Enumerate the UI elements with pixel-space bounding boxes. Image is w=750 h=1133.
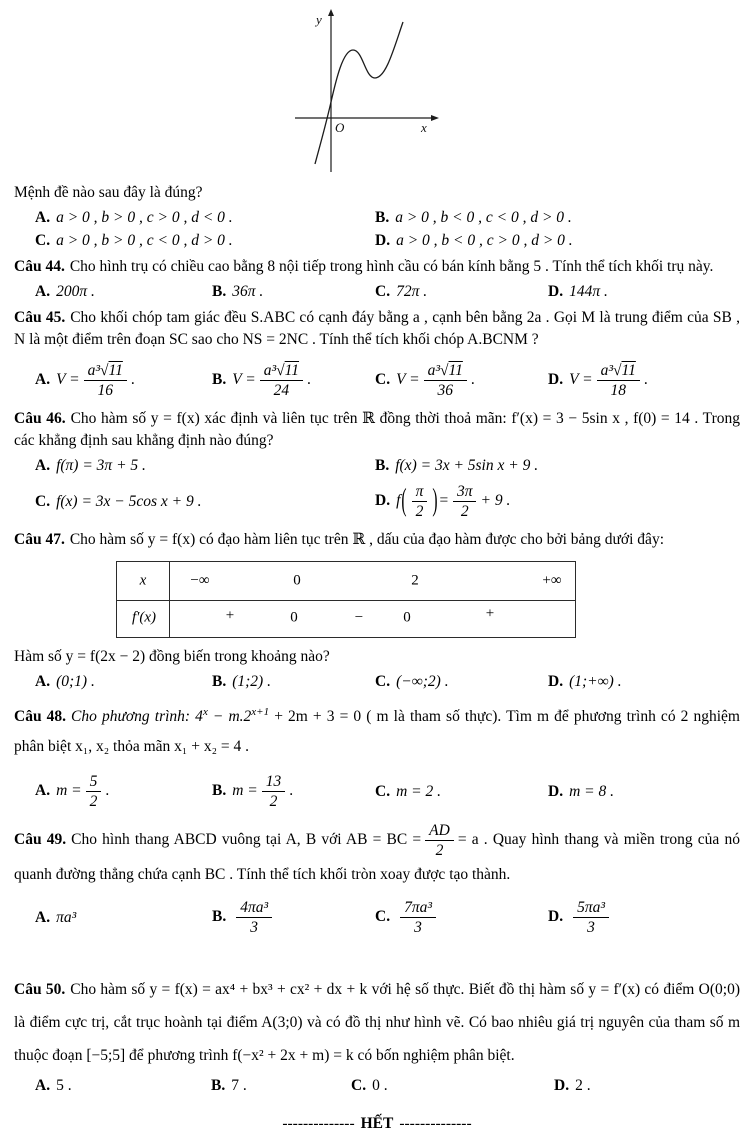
fraction-numerator: π bbox=[412, 482, 428, 502]
question-44-stem bbox=[14, 256, 740, 278]
option-a bbox=[35, 457, 375, 475]
option-text: 5 . bbox=[56, 1077, 72, 1095]
option-text: a > 0 , b > 0 , c < 0 , d > 0 . bbox=[56, 232, 233, 249]
option-post: . bbox=[643, 371, 648, 389]
question-44 bbox=[14, 256, 740, 301]
question-46-options-row-2 bbox=[14, 480, 740, 523]
option-letter: B. bbox=[212, 673, 227, 690]
fraction-denominator: 36 bbox=[437, 382, 453, 399]
option-post: . bbox=[130, 371, 135, 389]
option-text: πa³ bbox=[56, 908, 77, 926]
option-letter: C. bbox=[375, 782, 391, 800]
question-47-prompt: Hàm số y = f(2x − 2) đồng biến trong khoảng nào? bbox=[14, 648, 330, 665]
fraction-numerator: 7πa³ bbox=[400, 898, 436, 918]
table-cell: 2 bbox=[411, 572, 419, 589]
question-50-stem bbox=[14, 973, 740, 1072]
fraction-numerator: 13 bbox=[262, 772, 286, 792]
question-47-options bbox=[14, 673, 740, 691]
option-d bbox=[548, 283, 740, 301]
fraction bbox=[260, 361, 303, 400]
question-49 bbox=[14, 819, 740, 939]
option-text: 7 . bbox=[231, 1077, 247, 1095]
option-letter: A. bbox=[35, 457, 51, 474]
option-letter: D. bbox=[548, 283, 564, 300]
question-48-options bbox=[14, 770, 740, 813]
option-b bbox=[211, 1077, 351, 1095]
fraction-radicand: 11 bbox=[448, 362, 463, 379]
option-b bbox=[212, 770, 375, 813]
question-50 bbox=[14, 973, 740, 1095]
footer-label: HẾT bbox=[360, 1115, 394, 1133]
footer-dashes-left: -------------- bbox=[282, 1115, 355, 1133]
origin-label: O bbox=[335, 120, 345, 135]
option-a bbox=[35, 673, 212, 691]
fraction-denominator: 3 bbox=[414, 919, 422, 937]
question-44-options bbox=[14, 283, 740, 301]
table-cell: − bbox=[354, 609, 364, 626]
x-axis-arrow-icon bbox=[431, 115, 439, 121]
end-of-exam-footer bbox=[14, 1115, 740, 1133]
fraction-denominator: 18 bbox=[610, 382, 626, 399]
table-cell: +∞ bbox=[542, 572, 562, 589]
question-text-part: + 2m + 3 = 0 ( m là tham số thực). Tìm m để phương trình có 2 nghiệm phân biệt x₁, x₂ thỏa mãn x₁ + x₂ = 4 . bbox=[14, 708, 740, 756]
option-d bbox=[548, 783, 740, 801]
option-letter: D. bbox=[548, 371, 564, 389]
option-c bbox=[375, 359, 548, 402]
option-letter: B. bbox=[211, 1077, 226, 1095]
fraction-radicand: 11 bbox=[108, 362, 123, 379]
question-text: Cho hàm số y = f(x) xác định và liên tục trên ℝ đồng thời thoả mãn: f′(x) = 3 − 5sin x , f(0) = 14 . Trong các khẳng định sau khẳng định nào đúng? bbox=[14, 410, 740, 449]
option-d bbox=[375, 232, 740, 250]
option-pre: V = bbox=[396, 371, 420, 389]
question-47 bbox=[14, 529, 740, 691]
fraction-numerator: 4πa³ bbox=[236, 898, 272, 918]
option-a bbox=[35, 283, 212, 301]
option-c bbox=[35, 232, 375, 250]
option-letter: B. bbox=[375, 457, 390, 474]
option-c bbox=[35, 493, 375, 511]
y-axis-arrow-icon bbox=[328, 9, 334, 16]
option-letter: C. bbox=[375, 908, 391, 926]
question-text-part: Cho hình thang ABCD vuông tại A, B với AB = BC = bbox=[71, 831, 422, 849]
question-text: Cho hình trụ có chiều cao bằng 8 nội tiếp trong hình cầu có bán kính bằng 5 . Tính thể tích khối trụ này. bbox=[69, 258, 714, 275]
fraction-denominator: 3 bbox=[587, 919, 595, 937]
question-number: Câu 47. bbox=[14, 531, 65, 548]
question-46 bbox=[14, 408, 740, 523]
fraction bbox=[86, 772, 102, 811]
question-43-options-row-1 bbox=[14, 209, 740, 227]
fraction bbox=[597, 361, 640, 400]
option-letter: C. bbox=[35, 232, 51, 249]
table-cell: 0 bbox=[290, 609, 298, 626]
option-c bbox=[351, 1077, 554, 1095]
option-text: 0 . bbox=[372, 1077, 388, 1095]
question-number: Câu 48. bbox=[14, 708, 67, 726]
question-45-options bbox=[14, 359, 740, 402]
option-text: f(x) = 3x + 5sin x + 9 . bbox=[395, 457, 539, 474]
table-cell: + bbox=[485, 605, 495, 622]
question-number: Câu 44. bbox=[14, 258, 65, 275]
option-letter: D. bbox=[554, 1077, 570, 1095]
fraction bbox=[425, 821, 454, 860]
question-45-stem bbox=[14, 307, 740, 351]
question-45 bbox=[14, 307, 740, 402]
option-letter: A. bbox=[35, 283, 51, 300]
table-horizontal-divider bbox=[117, 600, 575, 601]
option-text: 72π . bbox=[396, 283, 428, 300]
option-a bbox=[35, 359, 212, 402]
sign-table bbox=[116, 561, 576, 638]
option-text: 36π . bbox=[232, 283, 264, 300]
option-letter: B. bbox=[212, 371, 227, 389]
fraction-denominator: 16 bbox=[97, 382, 113, 399]
option-text: 200π . bbox=[56, 283, 95, 300]
fraction bbox=[400, 898, 436, 937]
option-d bbox=[548, 896, 740, 939]
option-letter: C. bbox=[375, 283, 391, 300]
option-letter: C. bbox=[351, 1077, 367, 1095]
cubic-curve bbox=[315, 22, 403, 164]
option-pre: f bbox=[396, 492, 401, 510]
option-d bbox=[548, 359, 740, 402]
question-48-stem bbox=[14, 697, 740, 762]
option-b bbox=[212, 359, 375, 402]
fraction bbox=[424, 361, 467, 400]
option-b bbox=[212, 673, 375, 691]
option-letter: D. bbox=[548, 782, 564, 800]
option-text: (1;2) . bbox=[232, 673, 271, 690]
question-49-options bbox=[14, 896, 740, 939]
option-letter: B. bbox=[212, 283, 227, 300]
option-pre: V = bbox=[232, 371, 256, 389]
question-text-part: = a . Quay hình thang và miền trong của nó quanh đường thẳng chứa cạnh BC . Tính thể tích khối tròn xoay được tạo thành. bbox=[14, 831, 740, 884]
question-number: Câu 45. bbox=[14, 309, 66, 326]
option-d bbox=[548, 673, 740, 691]
question-text-part: Cho phương trình: 4 bbox=[71, 708, 203, 726]
left-paren: ( bbox=[401, 483, 407, 518]
option-letter: C. bbox=[375, 673, 391, 690]
option-letter: B. bbox=[212, 782, 227, 800]
fraction-denominator: 2 bbox=[415, 503, 424, 520]
question-47-stem bbox=[14, 529, 740, 551]
option-letter: A. bbox=[35, 908, 51, 926]
option-letter: D. bbox=[375, 232, 391, 249]
fraction bbox=[84, 361, 127, 400]
table-cell: 0 bbox=[403, 609, 411, 626]
option-post: . bbox=[289, 782, 294, 800]
option-text: 2 . bbox=[575, 1077, 591, 1095]
option-c bbox=[375, 283, 548, 301]
question-43-options-row-2 bbox=[14, 232, 740, 250]
fraction-numerator: a³√ bbox=[263, 362, 285, 379]
option-letter: A. bbox=[35, 371, 51, 389]
option-letter: A. bbox=[35, 673, 51, 690]
question-46-stem bbox=[14, 408, 740, 452]
option-text: m = 2 . bbox=[396, 782, 441, 800]
option-text: 144π . bbox=[569, 283, 608, 300]
question-48 bbox=[14, 697, 740, 813]
superscript: x+1 bbox=[251, 706, 270, 718]
question-text: Cho hàm số y = f(x) có đạo hàm liên tục trên ℝ , dấu của đạo hàm được cho bởi bảng dưới đây: bbox=[69, 531, 664, 548]
fraction-numerator: 5 bbox=[86, 772, 102, 792]
function-graph bbox=[293, 6, 740, 176]
option-post: . bbox=[470, 371, 475, 389]
option-text: a > 0 , b < 0 , c < 0 , d > 0 . bbox=[395, 209, 572, 226]
fraction bbox=[573, 898, 609, 937]
question-number: Câu 46. bbox=[14, 410, 66, 427]
option-mid: = bbox=[438, 492, 449, 510]
table-row2-label: f′(x) bbox=[131, 609, 157, 626]
option-text: f(π) = 3π + 5 . bbox=[56, 457, 146, 474]
fraction-denominator: 2 bbox=[435, 842, 444, 860]
question-46-options-row-1 bbox=[14, 457, 740, 475]
table-cell: −∞ bbox=[190, 572, 210, 589]
question-text: Cho khối chóp tam giác đều S.ABC có cạnh đáy bằng a , cạnh bên bằng 2a . Gọi M là trung điểm của SB , N là một điểm trên đoạn SC sao cho NS = 2NC . Tính thể tích khối chóp A.BCNM ? bbox=[14, 309, 740, 348]
question-number: Câu 49. bbox=[14, 831, 67, 849]
option-a bbox=[35, 909, 212, 927]
fraction-numerator: 5πa³ bbox=[573, 898, 609, 918]
fraction-numerator: 3π bbox=[453, 482, 477, 502]
superscript: x bbox=[202, 706, 208, 718]
option-letter: D. bbox=[375, 492, 391, 510]
y-axis-label: y bbox=[316, 12, 322, 27]
option-pre: m = bbox=[56, 782, 82, 800]
option-pre: V = bbox=[56, 371, 80, 389]
table-row1-label: x bbox=[139, 572, 147, 589]
option-d bbox=[375, 480, 740, 523]
option-letter: B. bbox=[212, 908, 227, 926]
option-post: + 9 . bbox=[480, 492, 511, 510]
option-a bbox=[35, 209, 375, 227]
fraction-denominator: 2 bbox=[460, 503, 469, 520]
fraction-denominator: 3 bbox=[250, 919, 259, 937]
option-text: (1;+∞) . bbox=[569, 673, 622, 690]
footer-dashes-right: -------------- bbox=[399, 1115, 472, 1133]
option-letter: A. bbox=[35, 1077, 51, 1095]
option-text: a > 0 , b > 0 , c > 0 , d < 0 . bbox=[56, 209, 233, 226]
option-letter: D. bbox=[548, 673, 564, 690]
option-c bbox=[375, 896, 548, 939]
question-50-options bbox=[14, 1077, 740, 1095]
option-text: f(x) = 3x − 5cos x + 9 . bbox=[56, 492, 202, 510]
option-b bbox=[375, 209, 740, 227]
option-letter: C. bbox=[35, 492, 51, 510]
fraction-radicand: 11 bbox=[621, 362, 636, 379]
option-text: (−∞;2) . bbox=[396, 673, 449, 690]
fraction-denominator: 2 bbox=[89, 793, 98, 811]
option-pre: V = bbox=[569, 371, 593, 389]
option-text: (0;1) . bbox=[56, 673, 95, 690]
option-b bbox=[375, 457, 740, 475]
option-letter: C. bbox=[375, 371, 391, 389]
fraction-denominator: 2 bbox=[269, 793, 278, 811]
question-text: Cho hàm số y = f(x) = ax⁴ + bx³ + cx² + dx + k với hệ số thực. Biết đồ thị hàm số y = f′(x) có điểm O(0;0) là điểm cực trị, cắt trục hoành tại điểm A(3;0) và có đồ thị như hình vẽ. Có bao nhiêu giá trị nguyên của tham số m thuộc đoạn [−5;5] để phương trình f(−x² + 2x + m) = k có bốn nghiệm phân biệt. bbox=[14, 981, 740, 1065]
fraction bbox=[453, 482, 477, 521]
question-49-stem bbox=[14, 819, 740, 888]
option-letter: A. bbox=[35, 209, 51, 226]
option-letter: B. bbox=[375, 209, 390, 226]
option-c bbox=[375, 673, 548, 691]
function-graph-svg bbox=[293, 6, 445, 176]
question-number: Câu 50. bbox=[14, 981, 66, 999]
fraction-radicand: 11 bbox=[284, 362, 300, 379]
fraction-denominator: 24 bbox=[273, 382, 290, 399]
x-axis-label: x bbox=[421, 120, 427, 135]
option-letter: D. bbox=[548, 908, 564, 926]
fraction-numerator: a³√ bbox=[87, 362, 109, 379]
fraction bbox=[412, 482, 428, 521]
table-cell: + bbox=[225, 607, 235, 624]
option-b bbox=[212, 283, 375, 301]
option-text: m = 8 . bbox=[569, 782, 614, 800]
option-a bbox=[35, 770, 212, 813]
option-pre: m = bbox=[232, 782, 258, 800]
option-letter: A. bbox=[35, 782, 51, 800]
right-paren: ) bbox=[432, 483, 438, 518]
option-text: a > 0 , b < 0 , c > 0 , d > 0 . bbox=[396, 232, 573, 249]
fraction-numerator: a³√ bbox=[427, 362, 449, 379]
option-post: . bbox=[307, 371, 311, 389]
question-43 bbox=[14, 182, 740, 250]
fraction-numerator: AD bbox=[425, 821, 454, 841]
option-post: . bbox=[105, 782, 110, 800]
table-cell: 0 bbox=[293, 572, 301, 589]
question-text-part: − m.2 bbox=[207, 708, 252, 726]
option-b bbox=[212, 896, 375, 939]
question-43-prompt: Mệnh đề nào sau đây là đúng? bbox=[14, 184, 203, 201]
fraction bbox=[262, 772, 286, 811]
option-a bbox=[35, 1077, 211, 1095]
option-c bbox=[375, 783, 548, 801]
option-d bbox=[554, 1077, 740, 1095]
fraction bbox=[236, 898, 272, 937]
fraction-numerator: a³√ bbox=[600, 362, 622, 379]
